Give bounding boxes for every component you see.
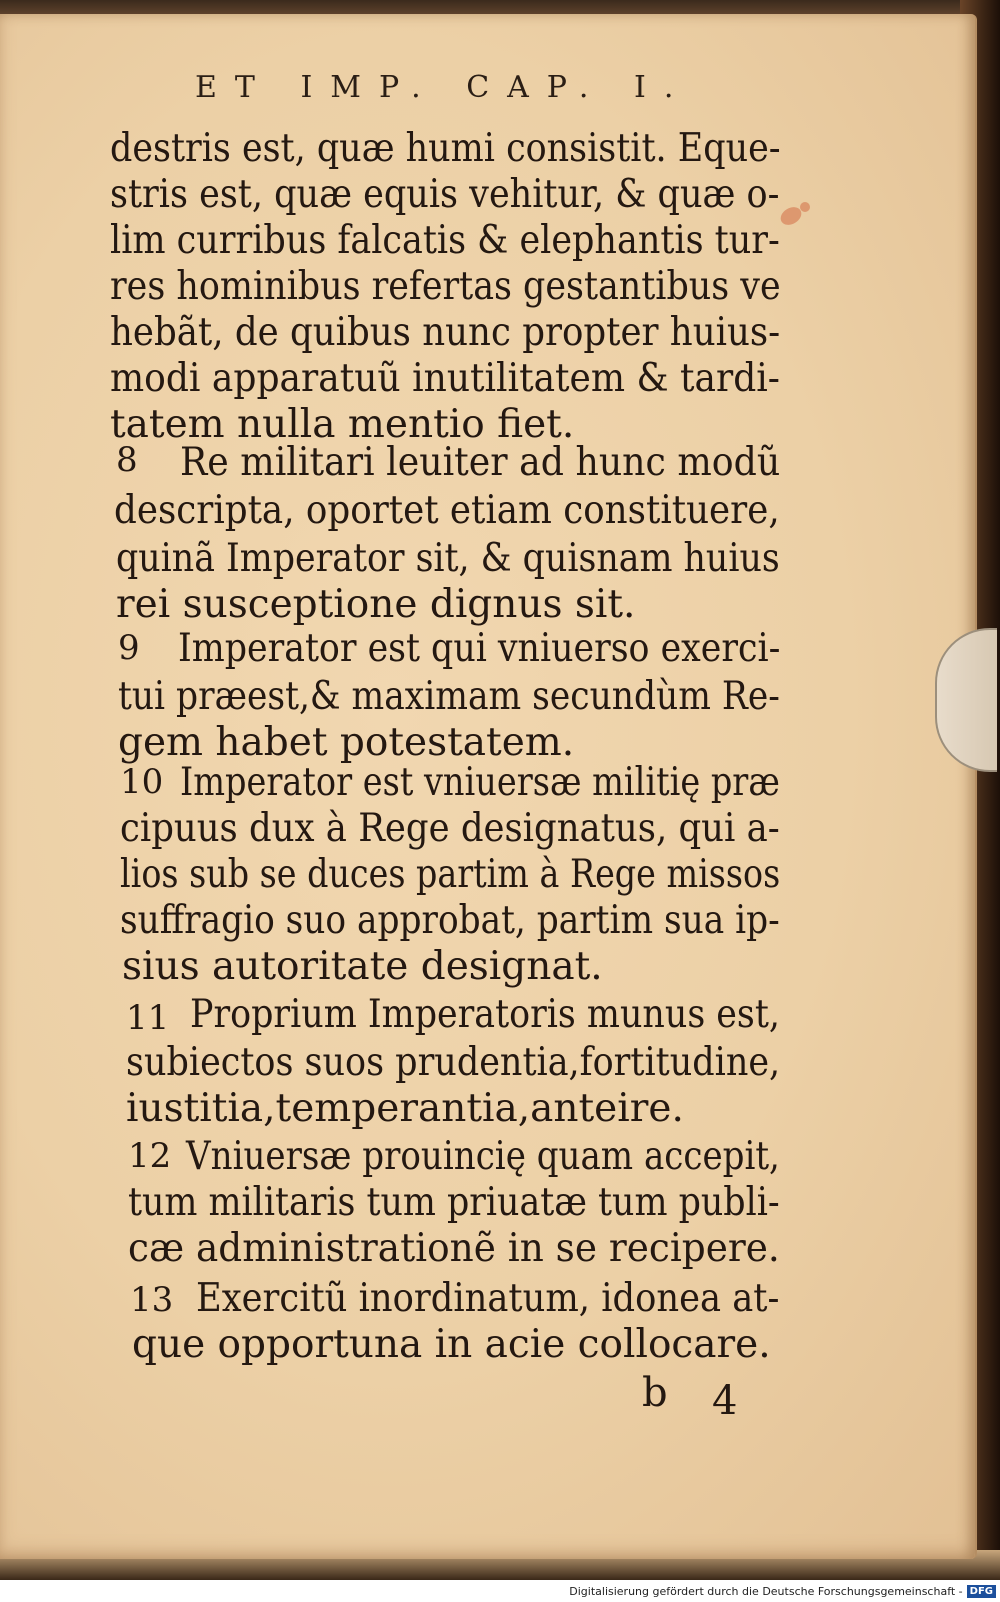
text-line: sius autoritate designat. — [122, 944, 603, 989]
text-line: rei susceptione dignus sit. — [116, 582, 636, 627]
text-line: Vniuersæ prouincię quam accepit, — [186, 1134, 780, 1179]
paragraph-number: 12 — [128, 1136, 172, 1176]
text-line: cipuus dux à Rege designatus, qui a- — [120, 806, 780, 851]
paragraph-number: 13 — [130, 1280, 174, 1320]
ink-stain — [800, 202, 810, 212]
text-line: tum militaris tum priuatæ tum publi- — [128, 1180, 780, 1225]
paragraph-number: 8 — [116, 440, 138, 480]
footer-credit: Digitalisierung gefördert durch die Deutsche Forschungsgemeinschaft - — [569, 1584, 963, 1598]
digitization-footer — [0, 1580, 1000, 1602]
text-line: lim curribus falcatis & elephantis tur- — [110, 218, 780, 263]
paragraph-number: 9 — [118, 628, 140, 668]
text-line: Imperator est vniuersæ militię præ — [180, 760, 780, 805]
text-line: descripta, oportet etiam constituere, — [114, 488, 780, 533]
text-line: quinã Imperator sit, & quisnam huius — [116, 536, 780, 581]
folio-number: 4 — [712, 1378, 738, 1424]
text-line: res hominibus refertas gestantibus ve — [110, 264, 781, 309]
text-line: que opportuna in acie collocare. — [132, 1322, 771, 1367]
text-line: hebãt, de quibus nunc propter huius- — [110, 310, 781, 355]
text-line: cæ administrationẽ in se recipere. — [128, 1226, 780, 1271]
text-line: gem habet potestatem. — [118, 720, 575, 765]
text-line: tatem nulla mentio fiet. — [110, 402, 575, 447]
text-line: Exercitũ inordinatum, idonea at- — [196, 1276, 780, 1321]
text-line: modi apparatuũ inutilitatem & tardi- — [110, 356, 780, 401]
dfg-logo: DFG — [967, 1585, 996, 1598]
text-line: suffragio suo approbat, partim sua ip- — [120, 898, 780, 943]
text-line: Imperator est qui vniuerso exerci- — [178, 626, 781, 671]
paragraph-number: 10 — [120, 762, 164, 802]
signature-mark: b — [642, 1370, 668, 1416]
text-line: destris est, quæ humi consistit. Eque- — [110, 126, 781, 171]
text-line: Re militari leuiter ad hunc modũ — [180, 440, 781, 485]
text-line: subiectos suos prudentia,fortitudine, — [126, 1040, 781, 1085]
text-line: tui præest,& maximam secundùm Re- — [118, 674, 780, 719]
text-line: lios sub se duces partim à Rege missos — [120, 852, 781, 897]
running-header: ET IMP. CAP. I. — [195, 70, 692, 105]
text-line: iustitia,temperantia,anteire. — [126, 1086, 684, 1131]
paragraph-number: 11 — [126, 998, 170, 1038]
text-line: stris est, quæ equis vehitur, & quæ o- — [110, 172, 780, 217]
text-line: Proprium Imperatoris munus est, — [190, 992, 780, 1037]
